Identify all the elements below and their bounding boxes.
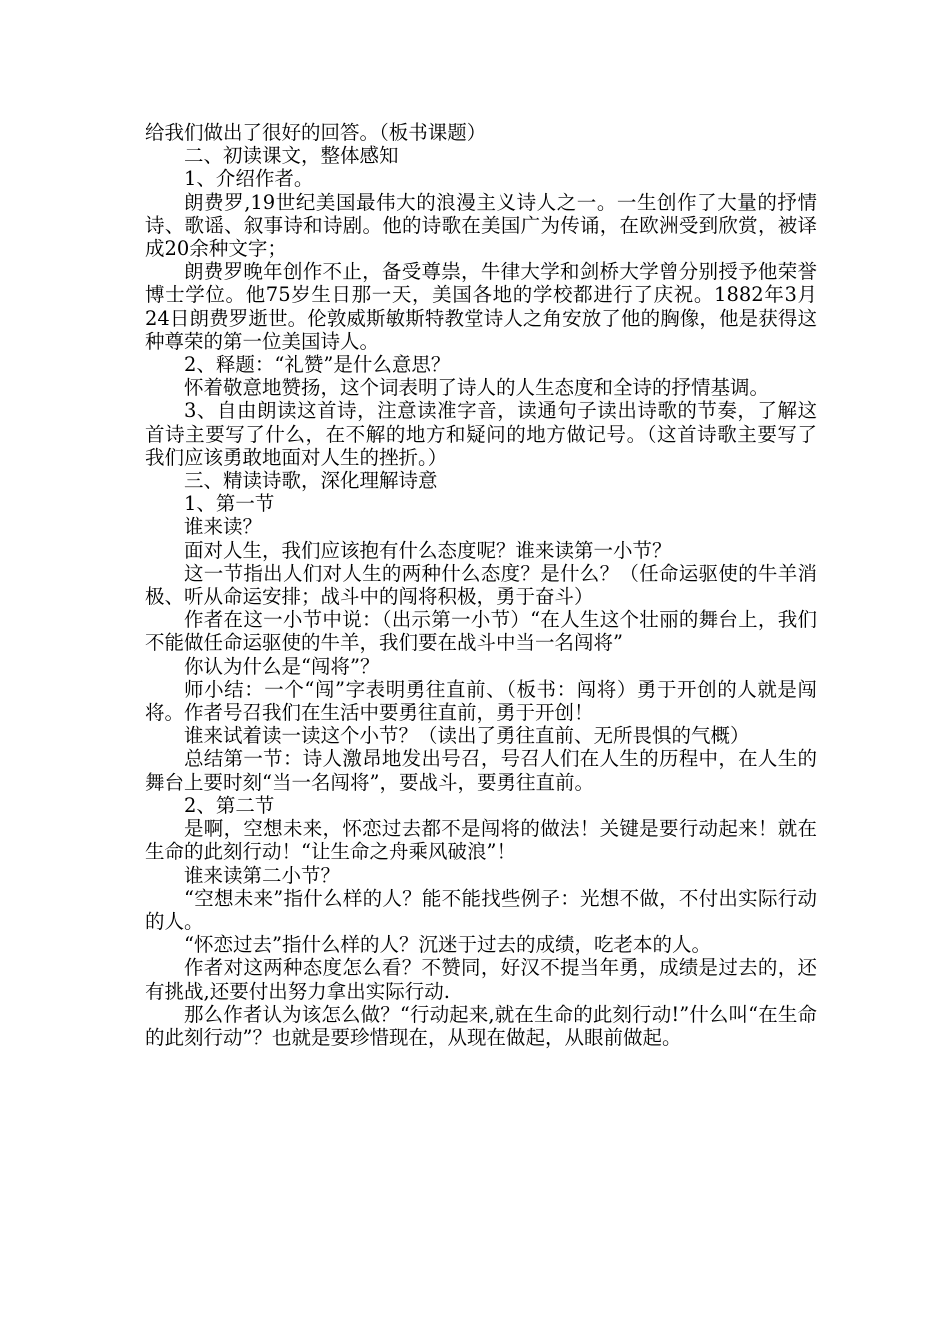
paragraph-take-action: 是啊，空想未来，怀恋过去都不是闯将的做法！关键是要行动起来！就在生命的此刻行动！“让生命之舟乘风破浪”！ — [145, 817, 817, 864]
subheading-title-meaning: 2、释题：“礼赞”是什么意思？ — [184, 353, 451, 377]
paragraph-quote-section-1: 作者在这一小节中说：（出示第一小节）“在人生这个壮丽的舞台上，我们不能做任命运驱使的牛羊，我们要在战斗中当一名闯将” — [145, 608, 817, 655]
subheading-author: 1、介绍作者。 — [184, 167, 314, 191]
subheading-section-1: 1、第一节 — [184, 492, 275, 516]
document-body — [145, 121, 817, 1049]
paragraph-what-is-pioneer: 你认为什么是“闯将”？ — [184, 654, 380, 678]
paragraph-title-meaning: 怀着敬意地赞扬，这个词表明了诗人的人生态度和全诗的抒情基调。 — [184, 376, 770, 400]
paragraph-act-now: 那么作者认为该怎么做？“行动起来,就在生命的此刻行动!”什么叫“在生命的此刻行动”？也就是要珍惜现在，从现在做起，从眼前做起。 — [145, 1002, 817, 1049]
paragraph-free-reading: 3、自由朗读这首诗，注意读准字音，读通句子读出诗歌的节奏，了解这首诗主要写了什么，在不解的地方和疑问的地方做记号。（这首诗歌主要写了我们应该勇敢地面对人生的挫折。） — [145, 399, 817, 469]
paragraph-miss-past: “怀恋过去”指什么样的人？沉迷于过去的成绩，吃老本的人。 — [184, 933, 711, 957]
paragraph-who-reads: 谁来读？ — [184, 515, 263, 539]
paragraph-attitude-question: 面对人生，我们应该抱有什么态度呢？谁来读第一小节？ — [184, 538, 672, 562]
paragraph-section-1-summary: 总结第一节：诗人激昂地发出号召，号召人们在人生的历程中，在人生的舞台上要时刻“当一名闯将”，要战斗，要勇往直前。 — [145, 747, 817, 794]
paragraph-author-later-life: 朗费罗晚年创作不止，备受尊祟，牛律大学和剑桥大学曾分别授予他荣誉博士学位。他75岁生日那一天，美国各地的学校都进行了庆祝。1882年3月24日朗费罗逝世。伦敦威斯敏斯特教堂诗人之角安放了他的胸像，他是获得这种尊荣的第一位美国诗人。 — [145, 260, 817, 353]
section-heading-2: 二、初读课文，整体感知 — [184, 144, 399, 168]
subheading-section-2: 2、第二节 — [184, 793, 275, 817]
paragraph-teacher-summary: 师小结：一个“闯”字表明勇往直前、（板书：闯将）勇于开创的人就是闯将。作者号召我们在生活中要勇往直前，勇于开创！ — [145, 677, 817, 725]
section-heading-3: 三、精读诗歌，深化理解诗意 — [184, 469, 438, 493]
paragraph-author-bio: 朗费罗,19世纪美国最伟大的浪漫主义诗人之一。一生创作了大量的抒情诗、歌谣、叙事诗和诗剧。他的诗歌在美国广为传诵，在欧洲受到欣赏，被译成20余种文字； — [145, 190, 817, 261]
paragraph-two-attitudes: 这一节指出人们对人生的两种什么态度？是什么？（任命运驱使的牛羊消极、听从命运安排；战斗中的闯将积极，勇于奋斗） — [145, 561, 817, 609]
paragraph-read-section: 谁来试着读一读这个小节？（读出了勇往直前、无所畏惧的气概） — [184, 724, 750, 748]
paragraph-continuation: 给我们做出了很好的回答。（板书课题） — [145, 121, 487, 144]
paragraph-author-view: 作者对这两种态度怎么看？不赞同，好汉不提当年勇，成绩是过去的，还有挑战,还要付出努力拿出实际行动. — [145, 956, 817, 1003]
paragraph-dream-future: “空想未来”指什么样的人？能不能找些例子：光想不做，不付出实际行动的人。 — [145, 886, 817, 933]
paragraph-who-reads-2: 谁来读第二小节？ — [184, 863, 341, 887]
